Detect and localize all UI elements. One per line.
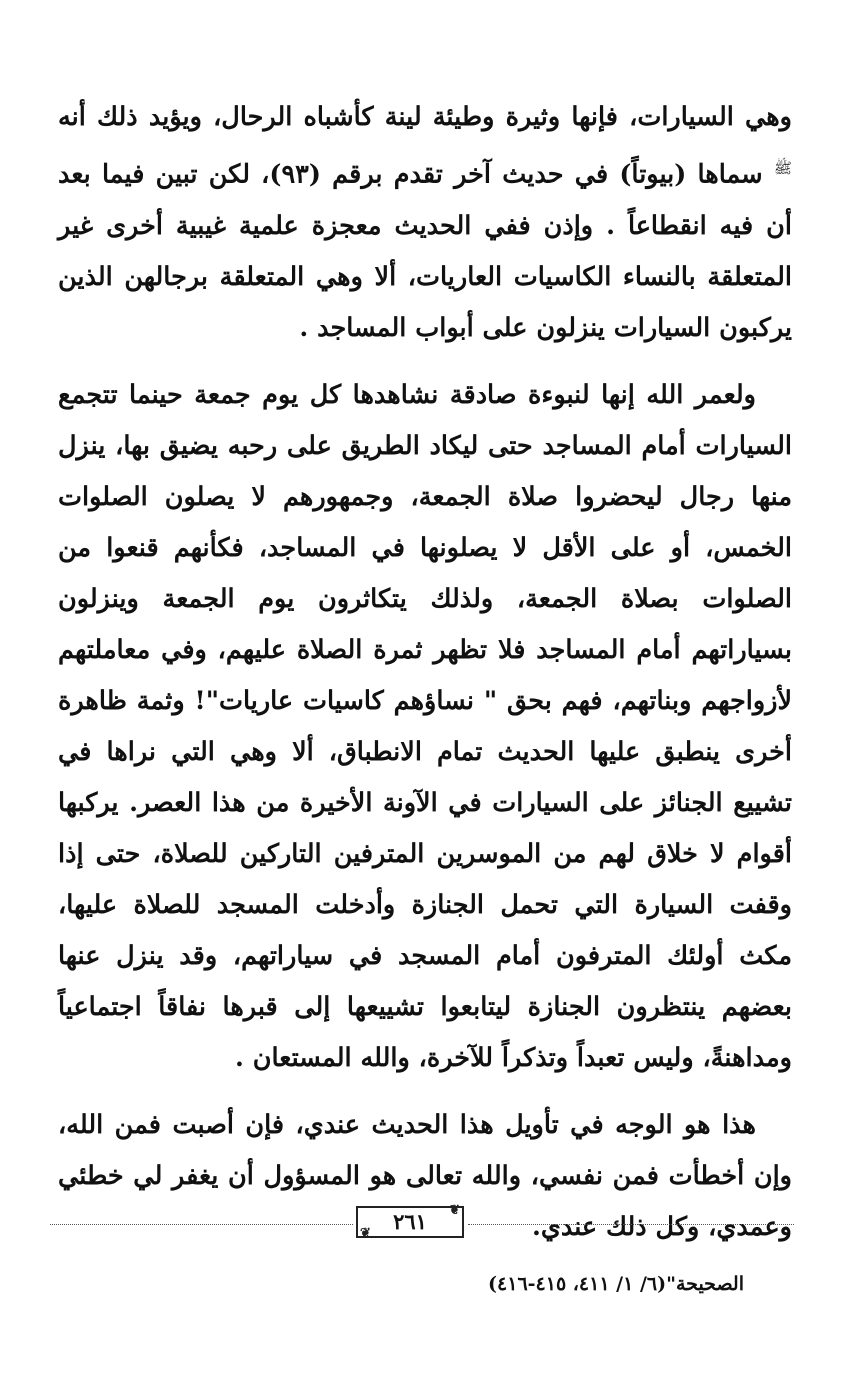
- page-body: [58, 92, 792, 1301]
- paragraph-2: ولعمر الله إنها لنبوءة صادقة نشاهدها كل يوم جمعة حينما تتجمع السيارات أمام المساجد حتى ليكاد الطريق على رحبه يضيق بها، ينزل منها رجال ليحضروا صلاة الجمعة، وجمهورهم لا يصلون الصلوات الخمس، أو على الأقل لا يصلونها في المساجد، فكأنهم قنعوا من الصلوات بصلاة الجمعة، ولذلك يتكاثرون يوم الجمعة وينزلون بسياراتهم أمام المساجد فلا تظهر ثمرة الصلاة عليهم، وفي معاملتهم لأزواجهم وبناتهم، فهم بحق " نساؤهم كاسيات عاريات"! وثمة ظاهرة أخرى ينطبق عليها الحديث تمام الانطباق، ألا وهي التي نراها في تشييع الجنائز على السيارات في الآونة الأخيرة من هذا العصر. يركبها أقوام لا خلاق لهم من الموسرين المترفين التاركين للصلاة، حتى إذا وقفت السيارة التي تحمل الجنازة وأدخلت المسجد للصلاة عليها، مكث أولئك المترفون أمام المسجد في سياراتهم، وقد ينزل عنها بعضهم ينتظرون الجنازة ليتابعوا تشييعها إلى قبرها نفاقاً اجتماعياً ومداهنةً، وليس تعبداً وتذكراً للآخرة، والله المستعان .: [58, 379, 792, 1073]
- footer-rule-right: [468, 1224, 794, 1225]
- footer-rule-left: [50, 1224, 353, 1225]
- page-number: ٢٦١: [393, 1209, 427, 1234]
- ornament-icon: ❦: [449, 1203, 460, 1218]
- source-citation: الصحيحة"(٦/ ١/ ٤١١، ٤١٥-٤١٦): [488, 1272, 744, 1295]
- page-footer: [50, 1203, 794, 1243]
- paragraph-3: هذا هو الوجه في تأويل هذا الحديث عندي، فإن أصبت فمن الله، وإن أخطأت فمن نفسي، والله تعالى هو المسؤول أن يغفر لي خطئي وعمدي، وكل ذلك عندي.: [58, 1109, 792, 1242]
- paragraph-1: [58, 92, 792, 354]
- page-number-box: [356, 1203, 464, 1241]
- paragraph-1-text-end: سماها (بيوتاً) في حديث آخر تقدم برقم (٩٣)، لكن تبين فيما بعد أن فيه انقطاعاً . وإذن ففي الحديث معجزة علمية غيبية أخرى غير المتعلقة بالنساء الكاسيات العاريات، ألا وهي المتعلقة برجالهن الذين يركبون السيارات ينزلون على أبواب المساجد .: [58, 159, 792, 343]
- paragraph-1-text-start: وهي السيارات، فإنها وثيرة وطيئة لينة كأشباه الرحال، ويؤيد ذلك أنه: [58, 102, 792, 132]
- salawat-honorific: ﷺ: [773, 159, 792, 177]
- ornament-icon: ❦: [360, 1226, 371, 1241]
